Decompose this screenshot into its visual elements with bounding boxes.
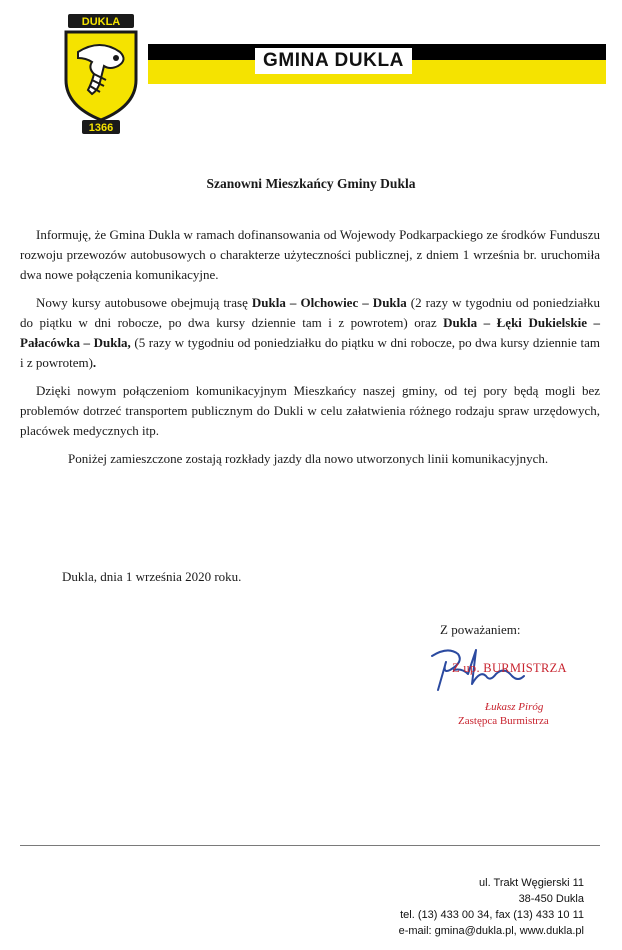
footer-address-city: 38-450 Dukla	[518, 893, 584, 905]
footer-contact	[399, 875, 584, 939]
letter-body	[20, 225, 600, 477]
paragraph-routes	[20, 293, 600, 373]
closing-salutation: Z poważaniem:	[440, 622, 521, 637]
stamp-title: Z up. BURMISTRZA	[452, 661, 567, 675]
letterhead	[0, 0, 622, 140]
letter-date: Dukla, dnia 1 września 2020 roku.	[62, 569, 242, 584]
horn-crest-icon	[58, 8, 144, 138]
routes-text-c: (5 razy w tygodniu od poniedziałku do piątku w dni robocze, po dwa kursy dziennie tam i z powrotem)	[20, 335, 600, 370]
routes-text-b: (2 razy w tygodniu od poniedziałku do piątku w dni robocze, po dwa kursy dziennie tam i z powrotem) oraz	[20, 295, 600, 330]
routes-text-a: Nowy kursy autobusowe obejmują trasę	[36, 295, 252, 310]
crest-top-label: DUKLA	[81, 16, 121, 28]
org-name: GMINA DUKLA	[255, 48, 412, 74]
route-olchowiec: Dukla – Olchowiec – Dukla	[251, 295, 407, 310]
paragraph-intro: Informuję, że Gmina Dukla w ramach dofinansowania od Wojewody Podkarpackiego ze środków Funduszu rozwoju przewozów autobusowych o charakterze użyteczności publicznej, z dniem 1 września br. uruchomiła dwa nowe połączenia komunikacyjne.	[20, 227, 600, 282]
footer-address-street: ul. Trakt Węgierski 11	[479, 877, 584, 889]
paragraph-benefits: Dzięki nowym połączeniom komunikacyjnym Mieszkańcy naszej gminy, od tej pory będą mogli bez problemów dotrzeć transportem publicznym do Dukli w celu załatwienia różnego rodzaju spraw urzędowych, placówek medycznych itp.	[20, 383, 600, 438]
routes-text-end: .	[92, 355, 97, 370]
footer-email: e-mail: gmina@dukla.pl, www.dukla.pl	[398, 925, 584, 937]
stamp-role: Zastępca Burmistrza	[458, 715, 549, 727]
paragraph-timetables: Poniżej zamieszczone zostają rozkłady jazdy dla nowo utworzonych linii komunikacyjnych.	[68, 451, 549, 466]
letter-title: Szanowni Mieszkańcy Gminy Dukla	[206, 176, 416, 191]
stamp-name: Łukasz Piróg	[485, 701, 544, 713]
crest-year: 1366	[88, 122, 114, 134]
footer-divider	[20, 845, 600, 846]
route-leki-dukielskie: Dukla – Łęki Dukielskie – Pałacówka – Dukla,	[20, 315, 600, 350]
footer-phone: tel. (13) 433 00 34, fax (13) 433 10 11	[400, 909, 584, 921]
